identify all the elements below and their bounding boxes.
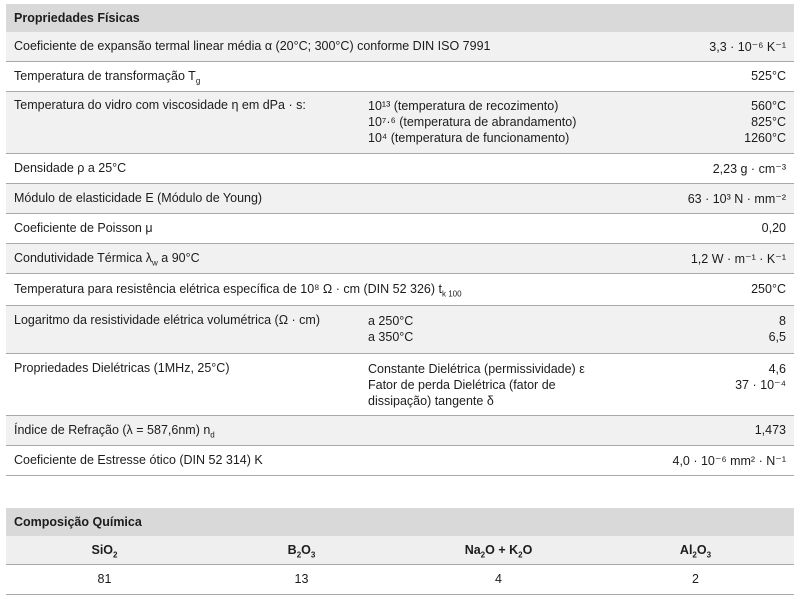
composition-header-row	[6, 536, 794, 565]
table-row	[6, 154, 794, 184]
dielectric-values	[735, 361, 786, 409]
condition-text: dissipação) tangente δ	[368, 394, 494, 408]
table-row	[6, 32, 794, 62]
resistivity-conditions	[368, 313, 413, 345]
property-value: 4,0 · 10⁻⁶ mm² · N⁻¹	[672, 454, 786, 468]
condition-text: a 250°C	[368, 314, 414, 328]
oxide-header: $Al_2O_3$	[679, 543, 712, 560]
property-value: 250°C	[751, 282, 786, 296]
property-label: Coeficiente de expansão termal linear média α (20°C; 300°C) conforme DIN ISO 7991	[14, 39, 491, 53]
property-value	[735, 393, 786, 409]
condition-text: a 350°C	[368, 330, 414, 344]
condition-text: Constante Dielétrica (permissividade) ε	[368, 362, 585, 376]
property-label: Coeficiente de Poisson μ	[14, 221, 153, 235]
table-row	[6, 244, 794, 274]
viscosity-values	[744, 98, 786, 146]
table-row	[6, 184, 794, 214]
property-value: 525°C	[751, 69, 786, 83]
chemical-composition-header	[6, 508, 794, 536]
property-label: Módulo de elasticidade E (Módulo de Young)	[14, 191, 263, 205]
condition-text: 10⁴ (temperatura de funcionamento)	[368, 131, 570, 145]
property-value: 0,20	[761, 221, 786, 235]
property-label: Temperatura para resistência elétrica específica de 10⁸ Ω · cm (DIN 52 326) $t_{k 100}$	[14, 282, 462, 299]
oxide-value: 2	[692, 572, 699, 586]
property-value: 6,5	[768, 330, 786, 344]
property-value: 825°C	[751, 115, 786, 129]
property-value: 2,23 g · cm⁻³	[712, 162, 786, 176]
viscosity-conditions	[368, 98, 576, 146]
physical-properties-header	[6, 4, 794, 32]
physical-properties-title: Propriedades Físicas	[14, 11, 140, 25]
table-row	[6, 214, 794, 244]
oxide-header: $B_2O_3$	[287, 543, 316, 560]
property-value: 37 · 10⁻⁴	[735, 378, 786, 392]
property-value: 3,3 · 10⁻⁶ K⁻¹	[709, 40, 786, 54]
condition-text: Fator de perda Dielétrica (fator de	[368, 378, 556, 392]
property-value: 8	[779, 314, 786, 328]
condition-text: 10¹³ (temperatura de recozimento)	[368, 99, 559, 113]
property-value: 4,6	[768, 362, 786, 376]
property-label: Índice de Refração (λ = 587,6nm) $n_d$	[14, 423, 215, 440]
property-label: Propriedades Dielétricas (1MHz, 25°C)	[14, 361, 230, 375]
property-value: 560°C	[751, 99, 786, 113]
property-label: Temperatura do vidro com viscosidade η em dPa · s:	[14, 98, 306, 112]
property-value: 1260°C	[744, 131, 786, 145]
table-row	[6, 92, 794, 154]
oxide-value: 4	[495, 572, 502, 586]
table-row	[6, 354, 794, 416]
property-label: Condutividade Térmica $\lambda_w$ a 90°C	[14, 251, 200, 268]
table-row	[6, 416, 794, 446]
property-label: Coeficiente de Estresse ótico (DIN 52 314) K	[14, 453, 263, 467]
table-row	[6, 274, 794, 306]
dielectric-conditions	[368, 361, 585, 409]
table-row	[6, 446, 794, 476]
property-value: 1,2 W · m⁻¹ · K⁻¹	[690, 252, 786, 266]
property-label: Logaritmo da resistividade elétrica volumétrica (Ω · cm)	[14, 313, 320, 327]
property-label: Densidade ρ a 25°C	[14, 161, 127, 175]
composition-value-row	[6, 565, 794, 595]
property-label: Temperatura de transformação $T_g$	[14, 69, 201, 86]
oxide-value: 81	[97, 572, 112, 586]
chemical-composition-title: Composição Química	[14, 515, 142, 529]
table-row	[6, 62, 794, 92]
property-value: 63 · 10³ N · mm⁻²	[687, 192, 786, 206]
oxide-header: $Na_2O + K_2O$	[464, 543, 533, 560]
oxide-value: 13	[294, 572, 309, 586]
condition-text: 10⁷·⁶ (temperatura de abrandamento)	[368, 115, 577, 129]
table-row	[6, 306, 794, 354]
property-value: 1,473	[754, 423, 786, 437]
oxide-header: SiO$_2$	[91, 543, 118, 560]
resistivity-values	[769, 313, 786, 345]
